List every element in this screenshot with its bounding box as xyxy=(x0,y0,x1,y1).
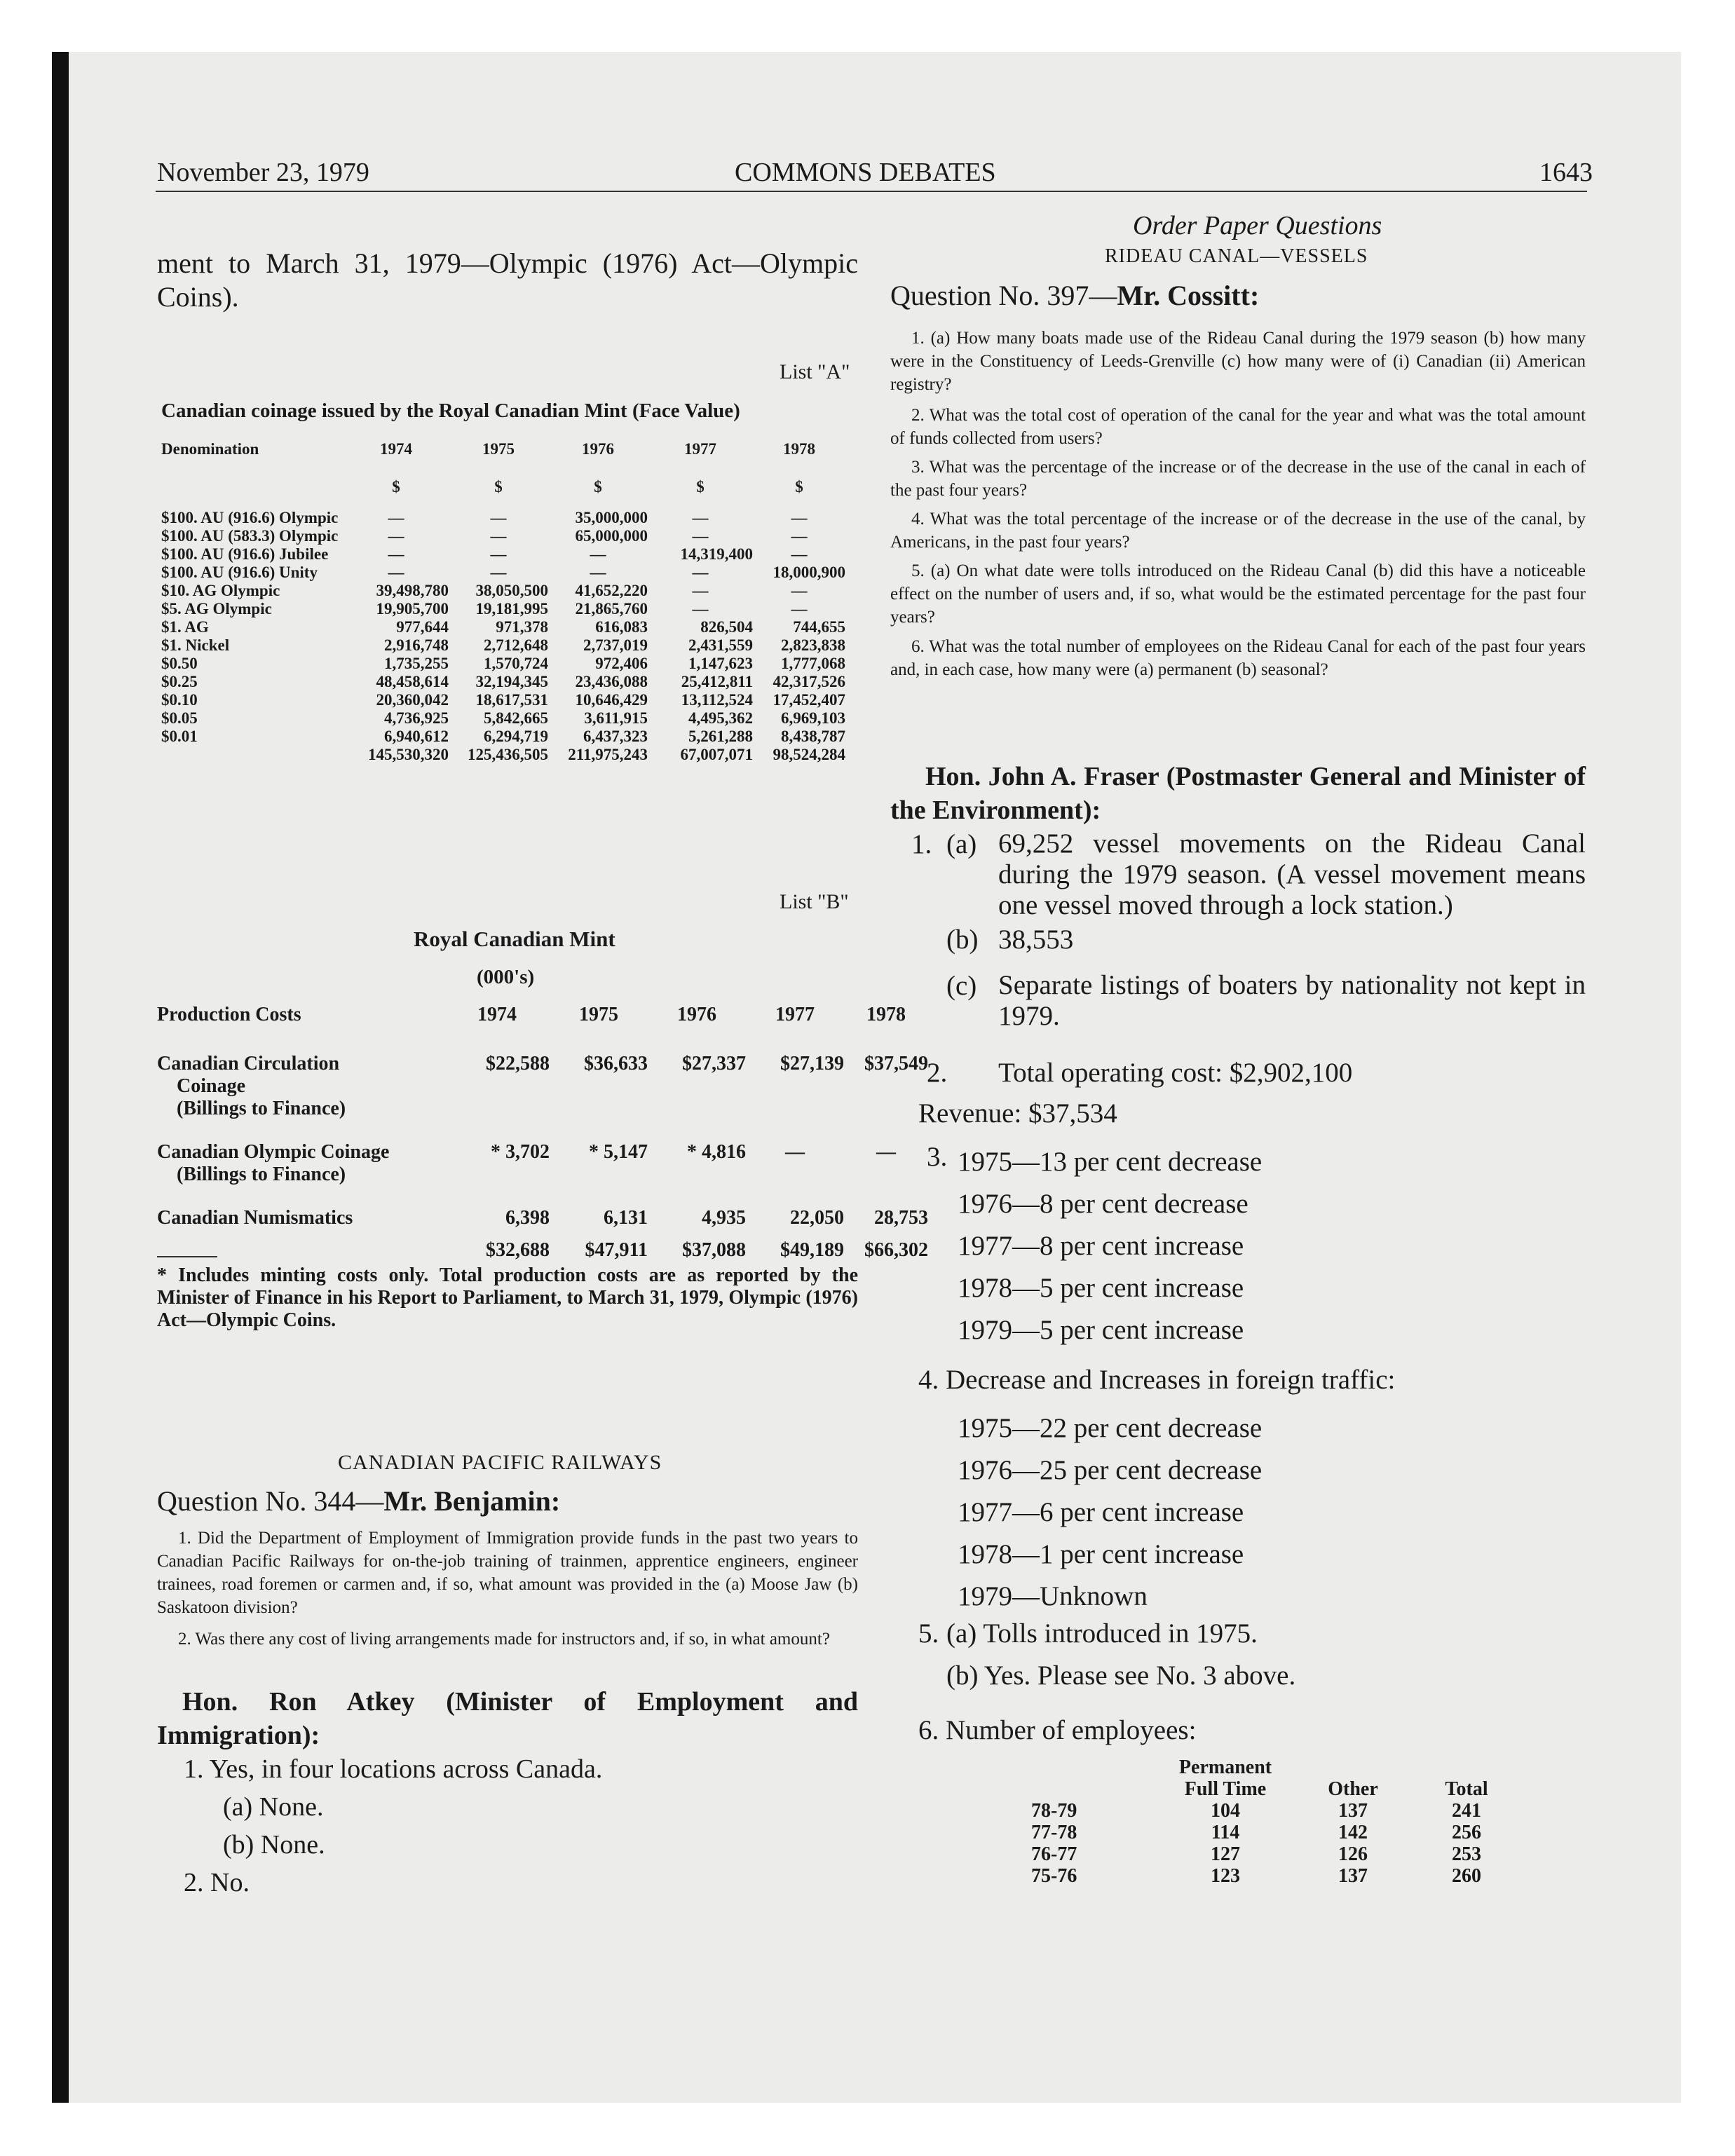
employees-row xyxy=(1030,1800,1527,1822)
coinage-value: 4,736,925 xyxy=(384,709,449,727)
rideau-answer-4-item: 1977—6 per cent increase xyxy=(958,1497,1244,1527)
coinage-denomination: $10. AG Olympic xyxy=(161,582,280,599)
employees-count: 142 xyxy=(1338,1822,1368,1843)
employees-table xyxy=(1030,1756,1527,1887)
employees-count: 260 xyxy=(1452,1865,1481,1887)
rideau-question-member: Mr. Cossitt: xyxy=(1117,280,1260,311)
coinage-value: — xyxy=(791,545,808,563)
rideau-answer-1c-tag: (c) xyxy=(946,971,977,1001)
production-value: — xyxy=(785,1141,805,1163)
coinage-column-header: 1976 xyxy=(582,440,614,458)
coinage-value: 41,652,220 xyxy=(575,582,648,599)
production-value: $27,337 xyxy=(682,1053,746,1074)
coinage-value: 1,735,255 xyxy=(384,655,449,672)
production-row-label: Canadian Numismatics xyxy=(157,1207,353,1229)
coinage-column-header: 1974 xyxy=(380,440,412,458)
rideau-answer-5a: (a) Tolls introduced in 1975. xyxy=(946,1618,1258,1649)
footnote-rule xyxy=(157,1256,217,1257)
coinage-value: 39,498,780 xyxy=(376,582,449,599)
coinage-value: 4,495,362 xyxy=(688,709,753,727)
rideau-revenue: Revenue: $37,534 xyxy=(918,1098,1117,1128)
production-value: 28,753 xyxy=(874,1207,928,1229)
coinage-unit: $ xyxy=(392,478,400,496)
rideau-answer-2: Total operating cost: $2,902,100 xyxy=(998,1058,1353,1088)
production-year-header: 1978 xyxy=(866,1004,906,1025)
coinage-value: — xyxy=(388,509,404,526)
production-value: $36,633 xyxy=(584,1053,648,1074)
cpr-heading: CANADIAN PACIFIC RAILWAYS xyxy=(338,1451,662,1474)
cpr-answerer: Hon. Ron Atkey (Minister of Employment and Immigration): xyxy=(157,1687,858,1750)
coinage-value: — xyxy=(692,582,709,599)
rideau-question-5 xyxy=(890,559,1586,629)
coinage-value: — xyxy=(490,509,507,526)
employees-count: 126 xyxy=(1338,1843,1368,1865)
list-b-subtitle: (000's) xyxy=(477,966,535,988)
employees-year: 76-77 xyxy=(1031,1843,1077,1865)
list-a-caption: Canadian coinage issued by the Royal Canadian Mint (Face Value) xyxy=(161,400,740,422)
rideau-question-line xyxy=(890,279,1259,312)
cpr-answer-1: 1. Yes, in four locations across Canada. xyxy=(184,1754,603,1784)
coinage-value: 5,261,288 xyxy=(688,728,753,745)
coinage-column-header: 1975 xyxy=(482,440,515,458)
coinage-value: 2,916,748 xyxy=(384,636,449,654)
rideau-answer-1b: 38,553 xyxy=(998,925,1074,955)
coinage-value: 18,000,900 xyxy=(773,564,845,581)
rideau-answer-1b-tag: (b) xyxy=(946,925,979,955)
coinage-value: 1,570,724 xyxy=(484,655,548,672)
coinage-value: 145,530,320 xyxy=(368,746,449,763)
employees-count: 137 xyxy=(1338,1800,1368,1822)
rideau-answer-1a: 69,252 vessel movements on the Rideau Canal during the 1979 season. (A vessel movement means one vessel moved through a lock station.) xyxy=(998,828,1586,920)
rideau-answer-6: 6. Number of employees: xyxy=(918,1715,1197,1745)
coinage-value: 67,007,071 xyxy=(680,746,753,763)
coinage-value: — xyxy=(388,545,404,563)
production-year-header: 1975 xyxy=(579,1004,618,1025)
employees-count: 114 xyxy=(1211,1822,1240,1843)
coinage-value: 10,646,429 xyxy=(575,691,648,709)
production-year-header: 1974 xyxy=(477,1004,517,1025)
coinage-value: 23,436,088 xyxy=(575,673,648,690)
scan-edge xyxy=(52,52,69,2103)
production-value: $47,911 xyxy=(585,1239,648,1261)
employees-count: 241 xyxy=(1452,1800,1481,1822)
coinage-unit: $ xyxy=(696,478,705,496)
coinage-value: 1,777,068 xyxy=(781,655,845,672)
coinage-unit: $ xyxy=(594,478,602,496)
coinage-value: — xyxy=(692,509,709,526)
production-costs-table xyxy=(157,1004,928,1262)
rideau-answer-4-item: 1976—25 per cent decrease xyxy=(958,1455,1263,1485)
production-year-header: 1976 xyxy=(677,1004,716,1025)
cpr-question-2-text: 2. Was there any cost of living arrangements made for instructors and, if so, in what amount? xyxy=(178,1630,830,1649)
coinage-value: — xyxy=(590,545,606,563)
employees-year: 75-76 xyxy=(1031,1865,1077,1887)
coinage-value: 98,524,284 xyxy=(773,746,845,763)
coinage-denomination xyxy=(161,746,343,764)
coinage-value: — xyxy=(791,509,808,526)
production-row-label: (Billings to Finance) xyxy=(177,1164,346,1185)
coinage-table xyxy=(161,440,845,764)
coinage-value: 8,438,787 xyxy=(781,728,845,745)
coinage-denomination: $0.05 xyxy=(161,709,198,727)
coinage-value: 42,317,526 xyxy=(773,673,845,690)
production-value: $49,189 xyxy=(780,1239,844,1261)
coinage-denomination: $100. AU (916.6) Jubilee xyxy=(161,545,329,563)
rideau-heading: RIDEAU CANAL—VESSELS xyxy=(1105,245,1368,267)
rideau-question-5-text: 5. (a) On what date were tolls introduced on the Rideau Canal (b) did this have a noticeable effect on the number of users and, if so, what would be the estimated percentage for the past four years? xyxy=(890,561,1586,627)
rideau-question-3 xyxy=(890,456,1586,502)
production-row xyxy=(157,1141,928,1186)
coinage-value: — xyxy=(388,527,404,545)
employees-count: 123 xyxy=(1211,1865,1240,1887)
coinage-row xyxy=(161,600,845,618)
coinage-value: 14,319,400 xyxy=(680,545,753,563)
employees-row xyxy=(1030,1843,1527,1865)
production-value: 6,398 xyxy=(505,1207,550,1229)
production-value: $37,549 xyxy=(864,1053,928,1074)
rideau-question-2-text: 2. What was the total cost of operation of the canal for the year and what was the total amount of funds collected from users? xyxy=(890,406,1586,448)
emp-col-permanent: Permanent xyxy=(1178,1756,1272,1778)
coinage-value: — xyxy=(791,582,808,599)
coinage-value: 13,112,524 xyxy=(681,691,753,709)
rideau-question-3-text: 3. What was the percentage of the increase or of the decrease in the use of the canal in each of the past four years? xyxy=(890,458,1586,500)
coinage-row xyxy=(161,673,845,691)
coinage-row xyxy=(161,618,845,636)
cpr-answer-1b: (b) None. xyxy=(223,1830,325,1860)
coinage-value: 65,000,000 xyxy=(575,527,648,545)
header-title: COMMONS DEBATES xyxy=(735,158,996,187)
employees-row xyxy=(1030,1822,1527,1843)
rideau-answer-4-item: 1979—Unknown xyxy=(958,1581,1148,1611)
coinage-value: 3,611,915 xyxy=(584,709,648,727)
production-value: * 5,147 xyxy=(589,1141,648,1163)
intro-text: ment to March 31, 1979—Olympic (1976) Act—Olympic Coins). xyxy=(157,247,858,313)
production-row xyxy=(157,1207,928,1229)
production-value: $22,588 xyxy=(486,1053,550,1074)
production-row xyxy=(157,1239,928,1262)
coinage-value: 21,865,760 xyxy=(575,600,648,618)
production-row-label: Canadian Circulation xyxy=(157,1053,340,1074)
list-a-label: List "A" xyxy=(780,360,850,383)
coinage-value: 6,437,323 xyxy=(583,728,648,745)
production-row-label: Coinage xyxy=(177,1075,245,1097)
rideau-answer-4-item: 1975—22 per cent decrease xyxy=(958,1413,1263,1443)
coinage-value: 6,940,612 xyxy=(384,728,449,745)
coinage-value: 19,181,995 xyxy=(475,600,548,618)
employees-count: 256 xyxy=(1452,1822,1481,1843)
coinage-value: — xyxy=(692,564,709,581)
cpr-question-member: Mr. Benjamin: xyxy=(383,1485,561,1517)
rideau-question-1-text: 1. (a) How many boats made use of the Rideau Canal during the 1979 season (b) how many were in the Constituency of Leeds-Grenville (c) how many were of (i) Canadian (ii) American registry? xyxy=(890,329,1586,394)
rideau-answer-1-number: 1. xyxy=(911,829,932,859)
employees-count: 253 xyxy=(1452,1843,1481,1865)
production-value: * 4,816 xyxy=(687,1141,746,1163)
employees-count: 127 xyxy=(1211,1843,1240,1865)
coinage-value: 125,436,505 xyxy=(468,746,548,763)
rideau-answer-4-item: 1978—1 per cent increase xyxy=(958,1539,1244,1569)
production-costs-label: Production Costs xyxy=(157,1004,301,1025)
emp-col-full-time: Full Time xyxy=(1184,1778,1267,1800)
coinage-value: 20,360,042 xyxy=(376,691,449,709)
coinage-denomination: $100. AU (916.6) Olympic xyxy=(161,509,339,526)
rideau-answer-4: 4. Decrease and Increases in foreign traffic: xyxy=(918,1365,1396,1395)
rideau-answer-3-number: 3. xyxy=(927,1142,948,1172)
header-page-number: 1643 xyxy=(1539,158,1593,187)
production-row-label: Canadian Olympic Coinage xyxy=(157,1141,390,1163)
coinage-value: — xyxy=(692,527,709,545)
rideau-answer-2-number: 2. xyxy=(927,1058,948,1088)
rideau-question-number: Question No. 397— xyxy=(890,280,1117,311)
coinage-value: 1,147,623 xyxy=(688,655,753,672)
footnote: * Includes minting costs only. Total production costs are as reported by the Minister of Finance in his Report to Parliament, to March 31, 1979, Olympic (1976) Act—Olympic Coins. xyxy=(157,1264,858,1331)
production-value: $27,139 xyxy=(780,1053,844,1074)
coinage-value: 2,823,838 xyxy=(781,636,845,654)
coinage-value: 2,712,648 xyxy=(484,636,548,654)
coinage-denomination: $1. Nickel xyxy=(161,636,230,654)
coinage-unit: $ xyxy=(494,478,503,496)
rideau-answer-1c: Separate listings of boaters by nationality not kept in 1979. xyxy=(998,970,1586,1031)
production-value: $37,088 xyxy=(682,1239,746,1261)
coinage-column-header: Denomination xyxy=(161,440,259,458)
coinage-row xyxy=(161,527,845,545)
employees-count: 137 xyxy=(1338,1865,1368,1887)
cpr-answer-1a: (a) None. xyxy=(223,1792,324,1822)
coinage-value: 25,412,811 xyxy=(681,673,753,690)
coinage-value: — xyxy=(590,564,606,581)
rideau-answer-3-item: 1976—8 per cent decrease xyxy=(958,1189,1248,1219)
employees-count: 104 xyxy=(1211,1800,1240,1822)
rideau-answer-3-item: 1975—13 per cent decrease xyxy=(958,1147,1263,1177)
rideau-answer-3-item: 1977—8 per cent increase xyxy=(958,1231,1244,1261)
rideau-question-4-text: 4. What was the total percentage of the increase or of the decrease in the use of the canal, by Americans, in the past four years? xyxy=(890,510,1586,552)
header-rule xyxy=(156,191,1587,192)
coinage-denomination: $0.01 xyxy=(161,728,198,745)
rideau-answer-3-list xyxy=(958,1141,1262,1351)
rideau-answer-1a-tag: (a) xyxy=(946,829,977,859)
coinage-denomination: $5. AG Olympic xyxy=(161,600,272,618)
coinage-value: 977,644 xyxy=(396,618,449,636)
coinage-value: — xyxy=(490,564,507,581)
production-value: 4,935 xyxy=(702,1207,746,1229)
employees-year: 78-79 xyxy=(1031,1800,1077,1822)
rideau-answer-3-item: 1979—5 per cent increase xyxy=(958,1315,1244,1345)
rideau-question-4 xyxy=(890,507,1586,554)
coinage-value: 5,842,665 xyxy=(484,709,548,727)
coinage-row xyxy=(161,746,845,764)
coinage-value: 826,504 xyxy=(700,618,753,636)
cpr-question-1 xyxy=(157,1527,858,1619)
coinage-value: 2,431,559 xyxy=(688,636,753,654)
coinage-value: 6,294,719 xyxy=(484,728,548,745)
list-b-label: List "B" xyxy=(780,890,849,913)
cpr-question-2 xyxy=(157,1628,858,1651)
coinage-value: — xyxy=(490,527,507,545)
coinage-row xyxy=(161,582,845,600)
production-value: 22,050 xyxy=(790,1207,844,1229)
coinage-row xyxy=(161,636,845,655)
section-title: Order Paper Questions xyxy=(1133,211,1382,240)
coinage-value: — xyxy=(388,564,404,581)
coinage-value: 211,975,243 xyxy=(568,746,648,763)
coinage-column-header: 1978 xyxy=(783,440,815,458)
coinage-value: 744,655 xyxy=(793,618,845,636)
rideau-question-1 xyxy=(890,327,1586,396)
coinage-row xyxy=(161,509,845,527)
rideau-question-6-text: 6. What was the total number of employees on the Rideau Canal for each of the past four years and, in each case, how many were (a) permanent (b) seasonal? xyxy=(890,637,1586,679)
cpr-answer-2: 2. No. xyxy=(184,1868,250,1897)
coinage-value: 2,737,019 xyxy=(583,636,648,654)
production-row xyxy=(157,1053,928,1120)
coinage-value: 48,458,614 xyxy=(376,673,449,690)
production-year-header: 1977 xyxy=(775,1004,815,1025)
coinage-row xyxy=(161,691,845,709)
rideau-answer-5-number: 5. xyxy=(918,1618,939,1649)
coinage-value: 19,905,700 xyxy=(376,600,449,618)
coinage-denomination: $0.10 xyxy=(161,691,198,709)
production-value: * 3,702 xyxy=(491,1141,550,1163)
coinage-value: — xyxy=(490,545,507,563)
production-value: $32,688 xyxy=(486,1239,550,1261)
coinage-row xyxy=(161,655,845,673)
coinage-denomination: $100. AU (583.3) Olympic xyxy=(161,527,339,545)
coinage-value: — xyxy=(692,600,709,618)
coinage-column-header: 1977 xyxy=(684,440,716,458)
coinage-denomination: $1. AG xyxy=(161,618,209,636)
emp-col-total: Total xyxy=(1445,1778,1488,1800)
coinage-unit: $ xyxy=(795,478,803,496)
rideau-question-2 xyxy=(890,404,1586,450)
rideau-answer-3-item: 1978—5 per cent increase xyxy=(958,1273,1244,1303)
coinage-value: 32,194,345 xyxy=(475,673,548,690)
coinage-value: 6,969,103 xyxy=(781,709,845,727)
coinage-value: 972,406 xyxy=(595,655,648,672)
header-date: November 23, 1979 xyxy=(157,158,369,187)
coinage-value: — xyxy=(791,600,808,618)
cpr-question-number: Question No. 344— xyxy=(157,1485,384,1517)
production-value: $66,302 xyxy=(864,1239,928,1261)
coinage-denomination: $100. AU (916.6) Unity xyxy=(161,564,318,581)
coinage-value: 17,452,407 xyxy=(773,691,845,709)
coinage-value: — xyxy=(791,527,808,545)
coinage-row xyxy=(161,709,845,728)
coinage-row xyxy=(161,564,845,582)
coinage-value: 38,050,500 xyxy=(475,582,548,599)
rideau-answer-5b: (b) Yes. Please see No. 3 above. xyxy=(946,1660,1296,1691)
cpr-question-line xyxy=(157,1485,560,1517)
employees-year: 77-78 xyxy=(1031,1822,1077,1843)
coinage-denomination: $0.25 xyxy=(161,673,198,690)
cpr-question-1-text: 1. Did the Department of Employment of Immigration provide funds in the past two years to Canadian Pacific Railways for on-the-job training of trainmen, apprentice engineers, engineer trainees, road foremen or carmen and, if so, what amount was provided in the (a) Moose Jaw (b) Saskatoon division? xyxy=(157,1529,858,1617)
emp-col-other: Other xyxy=(1328,1778,1378,1800)
employees-row xyxy=(1030,1865,1527,1887)
coinage-value: 35,000,000 xyxy=(575,509,648,526)
coinage-denomination: $0.50 xyxy=(161,655,198,672)
rideau-question-6 xyxy=(890,635,1586,681)
coinage-value: 971,378 xyxy=(496,618,548,636)
production-row-label: (Billings to Finance) xyxy=(177,1098,346,1119)
rideau-answerer: Hon. John A. Fraser (Postmaster General and Minister of the Environment): xyxy=(890,762,1586,825)
list-b-title: Royal Canadian Mint xyxy=(414,927,615,951)
coinage-row xyxy=(161,728,845,746)
coinage-row xyxy=(161,545,845,564)
production-value: 6,131 xyxy=(604,1207,648,1229)
coinage-value: 18,617,531 xyxy=(475,691,548,709)
production-value: — xyxy=(876,1141,896,1163)
rideau-answer-4-list xyxy=(958,1407,1262,1618)
coinage-value: 616,083 xyxy=(595,618,648,636)
